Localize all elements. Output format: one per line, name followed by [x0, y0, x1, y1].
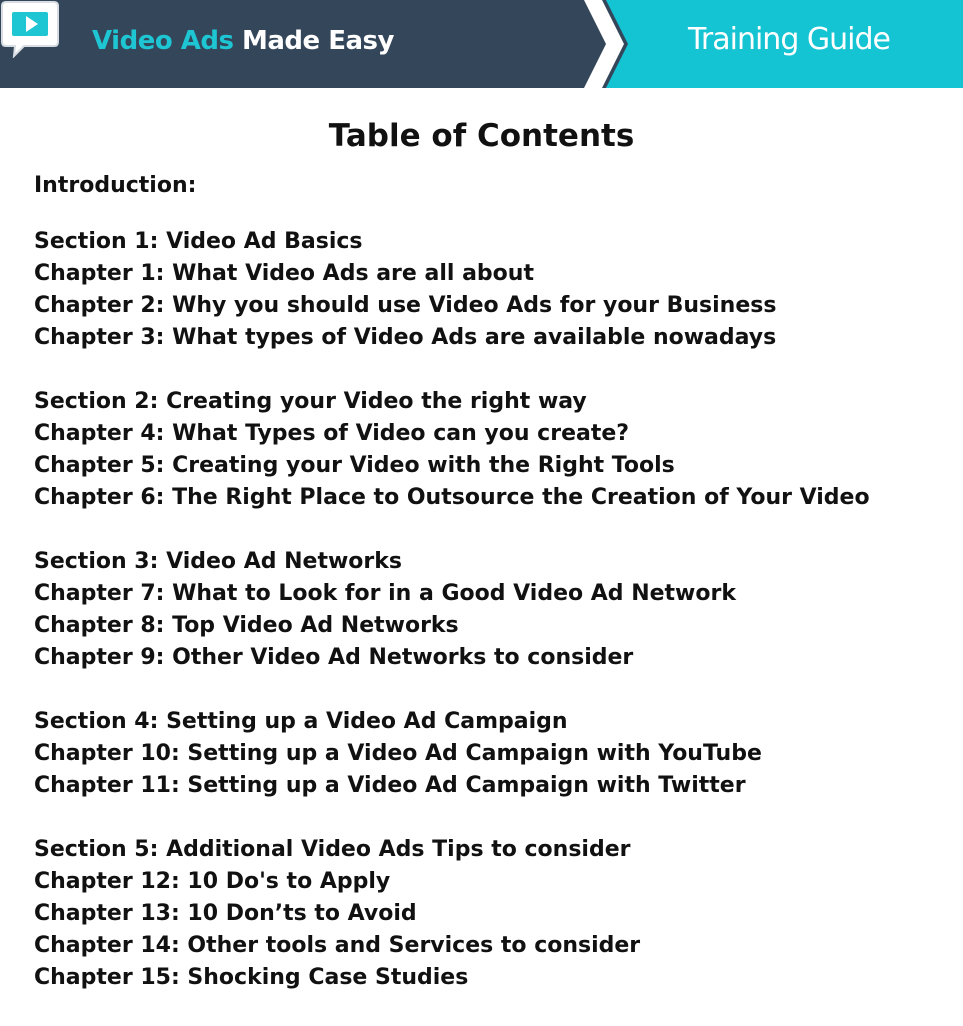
toc-chapter-item: Chapter 3: What types of Video Ads are available nowadays: [34, 325, 777, 350]
video-play-speech-bubble-icon: [0, 0, 60, 58]
toc-section-group: [34, 546, 870, 674]
spacer: [34, 674, 870, 706]
toc-chapter-item: Chapter 13: 10 Don’ts to Avoid: [34, 901, 417, 926]
toc-section-group: [34, 834, 870, 994]
brand-title-part2: Made Easy: [242, 26, 394, 56]
training-guide-label: Training Guide: [687, 22, 890, 57]
toc-chapter-item: Chapter 9: Other Video Ad Networks to consider: [34, 645, 634, 670]
toc-chapter-item: Chapter 11: Setting up a Video Ad Campaign with Twitter: [34, 773, 746, 798]
toc-chapter-item: Chapter 4: What Types of Video can you create?: [34, 421, 630, 446]
spacer: [34, 802, 870, 834]
page-title: Table of Contents: [328, 118, 635, 154]
toc-section-heading: Section 4: Setting up a Video Ad Campaign: [34, 709, 568, 734]
toc-section-group: [34, 706, 870, 802]
toc-chapter-item: Chapter 10: Setting up a Video Ad Campaign with YouTube: [34, 741, 762, 766]
toc-section-heading: Section 1: Video Ad Basics: [34, 229, 363, 254]
table-of-contents: [34, 170, 870, 994]
spacer: [34, 202, 870, 226]
toc-groups: [34, 226, 870, 994]
toc-section-group: [34, 386, 870, 514]
toc-chapter-item: Chapter 5: Creating your Video with the Right Tools: [34, 453, 675, 478]
toc-introduction: Introduction:: [34, 173, 197, 198]
toc-chapter-item: Chapter 8: Top Video Ad Networks: [34, 613, 459, 638]
toc-section-group: [34, 226, 870, 354]
toc-chapter-item: Chapter 14: Other tools and Services to consider: [34, 933, 641, 958]
toc-section-heading: Section 5: Additional Video Ads Tips to consider: [34, 837, 631, 862]
spacer: [34, 354, 870, 386]
header-banner: [0, 0, 963, 88]
brand-title: [92, 26, 394, 56]
brand-title-part1: Video Ads: [92, 26, 234, 56]
toc-chapter-item: Chapter 1: What Video Ads are all about: [34, 261, 534, 286]
spacer: [34, 514, 870, 546]
toc-section-heading: Section 3: Video Ad Networks: [34, 549, 402, 574]
toc-chapter-item: Chapter 15: Shocking Case Studies: [34, 965, 469, 990]
toc-chapter-item: Chapter 7: What to Look for in a Good Video Ad Network: [34, 581, 736, 606]
toc-chapter-item: Chapter 6: The Right Place to Outsource the Creation of Your Video: [34, 485, 870, 510]
toc-chapter-item: Chapter 12: 10 Do's to Apply: [34, 869, 391, 894]
toc-chapter-item: Chapter 2: Why you should use Video Ads for your Business: [34, 293, 777, 318]
toc-section-heading: Section 2: Creating your Video the right way: [34, 389, 587, 414]
